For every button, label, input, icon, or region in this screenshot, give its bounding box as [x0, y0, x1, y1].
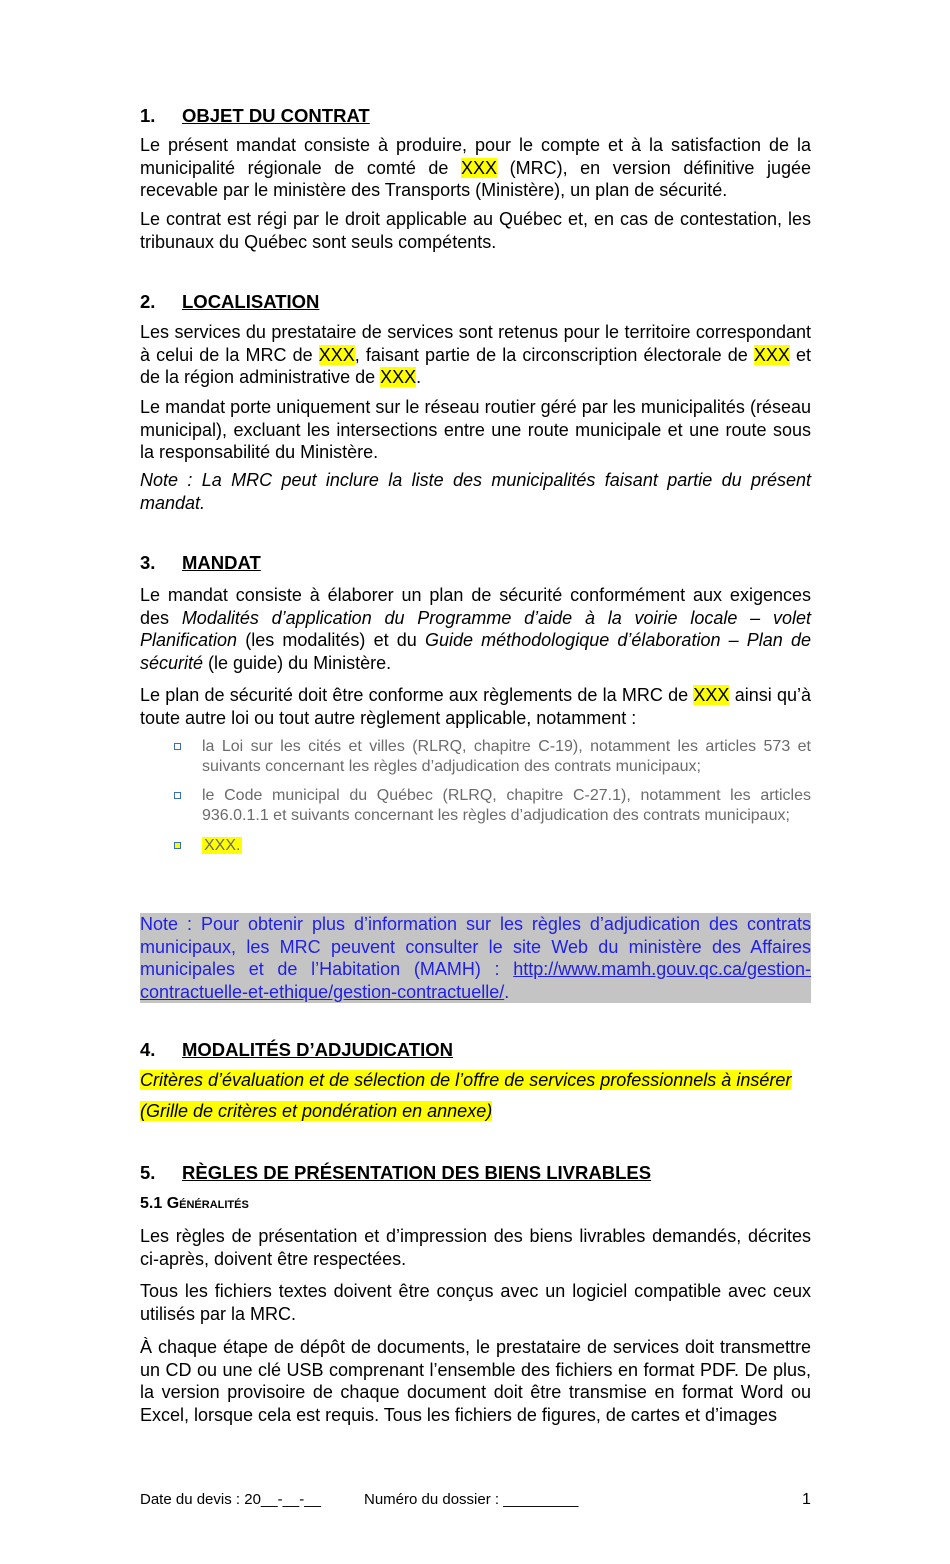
section-3-paragraph-2: Le plan de sécurité doit être conforme aux règlements de la MRC de XXX ainsi qu’à toute autre loi ou tout autre règlement applicable, notamment : [140, 685, 811, 728]
section-1-paragraph-2: Le contrat est régi par le droit applicable au Québec et, en cas de contestation, les tribunaux du Québec sont seuls compétents. [140, 209, 811, 252]
section-2-title: LOCALISATION [182, 291, 320, 312]
section-2-note: Note : La MRC peut inclure la liste des municipalités faisant partie du présent mandat. [140, 470, 811, 513]
mamh-info-note: Note : Pour obtenir plus d’information sur les règles d’adjudication des contrats municipaux, les MRC peuvent consulter le site Web du ministère des Affaires municipales et de l’Habitation (MAMH) : http://www.mamh.gouv.qc.ca/gestion-contractuelle-et-ethique/gestion-contractuelle/. [140, 914, 811, 1002]
section-3-title: MANDAT [182, 552, 261, 573]
square-bullet-icon [174, 842, 181, 849]
section-5-heading: 5. RÈGLES DE PRÉSENTATION DES BIENS LIVRABLES [140, 1162, 652, 1183]
section-4-title: MODALITÉS D’ADJUDICATION [182, 1039, 453, 1060]
section-1-title: OBJET DU CONTRAT [182, 105, 370, 126]
list-item: la Loi sur les cités et villes (RLRQ, chapitre C-19), notamment les articles 573 et suivants concernant les règles d’adjudication des contrats municipaux; [174, 737, 811, 776]
page-number: 1 [802, 1491, 811, 1508]
section-1-paragraph-1: Le présent mandat consiste à produire, pour le compte et à la satisfaction de la municipalité régionale de comté de XXX (MRC), en version définitive jugée recevable par le ministère des Transports (Ministère), un plan de sécurité. [140, 135, 811, 200]
section-1-heading: 1. OBJET DU CONTRAT [140, 105, 370, 126]
placeholder-highlight: XXX [693, 685, 730, 705]
mamh-link[interactable]: http://www.mamh.gouv.qc.ca/gestion-contractuelle-et-ethique/gestion-contractuelle/ [140, 959, 811, 1002]
section-2-paragraph-2: Le mandat porte uniquement sur le réseau routier géré par les municipalités (réseau municipal), excluant les intersections entre une route municipale et une route sous la responsabilité du Ministère. [140, 397, 811, 462]
square-bullet-icon [174, 743, 181, 750]
section-2-paragraph-1: Les services du prestataire de services sont retenus pour le territoire correspondant à celui de la MRC de XXX, faisant partie de la circonscription électorale de XXX et de la région administrative de XXX. [140, 322, 811, 387]
section-4-heading: 4. MODALITÉS D’ADJUDICATION [140, 1039, 453, 1060]
section-3-heading: 3. MANDAT [140, 552, 261, 573]
regulation-list [174, 737, 811, 856]
section-3-paragraph-1: Le mandat consiste à élaborer un plan de sécurité conformément aux exigences des Modalités d’application du Programme d’aide à la voirie locale – volet Planification (les modalités) et du Guide méthodologique d’élaboration – Plan de sécurité (le guide) du Ministère. [140, 585, 812, 673]
square-bullet-icon [174, 792, 181, 799]
section-5-paragraph-2: Tous les fichiers textes doivent être conçus avec un logiciel compatible avec ceux utilisés par la MRC. [140, 1281, 811, 1324]
placeholder-highlight: XXX [753, 344, 790, 365]
footer-file-number: Numéro du dossier : _________ [364, 1491, 579, 1508]
list-item: le Code municipal du Québec (RLRQ, chapitre C-27.1), notamment les articles 936.0.1.1 et suivants concernant les règles d’adjudication des contrats municipaux; [174, 786, 811, 825]
section-5-paragraph-1: Les règles de présentation et d’impression des biens livrables demandés, décrites ci-après, doivent être respectées. [140, 1226, 811, 1269]
section-5-title: RÈGLES DE PRÉSENTATION DES BIENS LIVRABLES [182, 1162, 652, 1183]
section-5-paragraph-3: À chaque étape de dépôt de documents, le prestataire de services doit transmettre un CD ou une clé USB comprenant l’ensemble des fichiers en format PDF. De plus, la version provisoire de chaque document doit être transmise en format Word ou Excel, lorsque cela est requis. Tous les fichiers de figures, de cartes et d’images [140, 1337, 811, 1425]
subsection-5-1-heading: 5.1 Généralités [140, 1195, 249, 1212]
section-4-line-2: (Grille de critères et pondération en annexe) [140, 1101, 493, 1121]
section-4-line-1: Critères d’évaluation et de sélection de l’offre de services professionnels à insérer [140, 1070, 792, 1090]
placeholder-highlight: XXX [318, 344, 355, 365]
section-2-heading: 2. LOCALISATION [140, 291, 320, 312]
footer-date: Date du devis : 20__-__-__ [140, 1491, 321, 1508]
placeholder-highlight: XXX [461, 157, 498, 178]
placeholder-highlight: XXX [380, 367, 417, 387]
list-item: XXX. [174, 836, 811, 856]
